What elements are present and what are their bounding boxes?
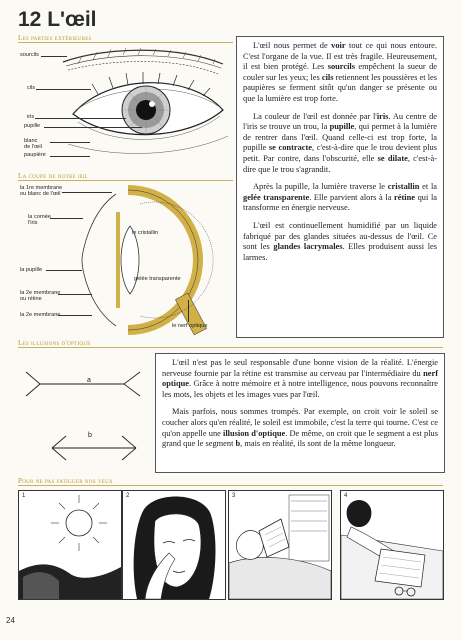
label-pupille-cross: la pupille — [20, 267, 43, 273]
bold-term: illusion d'optique — [223, 428, 286, 438]
label-cornee-line2: l'iris — [28, 220, 38, 227]
text-run: L'œil est continuellement humidifié par un liquide fabriqué par des glandes situées au-dessus de l'œil. Ce sont les — [243, 220, 437, 252]
label-sourcils: sourcils — [20, 52, 39, 58]
illusion-text-box — [155, 353, 445, 473]
panel-4 — [340, 490, 444, 600]
panel-number: 2 — [126, 493, 130, 499]
illusion-text — [156, 354, 444, 461]
label-cristallin: le cristallin — [132, 230, 159, 236]
label-2nd-membrane — [20, 290, 60, 303]
paragraph — [162, 407, 438, 449]
leader-line — [50, 142, 90, 143]
label-1st-membrane — [20, 185, 62, 198]
sun-glare-illustration — [19, 491, 121, 599]
text-run: , qui permet à la lumière de rentrer dans l'œil. Quand celle-ci est trop forte, la pupille — [243, 122, 437, 153]
section-rule — [18, 347, 443, 348]
label-cils: cils — [27, 85, 36, 91]
text-run: qui la transforme en énergie nerveuse. — [243, 192, 437, 213]
section-cross-heading: La coupe de notre œil — [18, 172, 89, 180]
bold-term: glandes lacrymales — [273, 242, 343, 252]
bold-term: pupille — [329, 122, 355, 132]
label-cornee-line1: la cornée — [28, 214, 52, 220]
leader-line — [62, 192, 112, 193]
girl-rubbing-eye-illustration — [123, 491, 225, 599]
leader-line — [50, 218, 83, 219]
eye-cross-section-diagram — [60, 182, 240, 340]
bold-term: rétine — [394, 192, 415, 202]
section-rule — [18, 485, 443, 486]
section-rule — [18, 42, 233, 43]
section-rule — [18, 180, 233, 181]
text-run: . De même, on croit que le segment a est plus grand que le segment — [162, 428, 438, 449]
panel-1 — [18, 490, 122, 600]
text-run: tout ce qui nous entoure. C'est l'organe de la vue. Il est très fragile. Heureusement, il est bien protégé. Les — [243, 41, 437, 72]
text-run: et la — [419, 182, 437, 192]
text-run: Après la pupille, la lumière traverse le — [253, 182, 388, 192]
text-run: retiennent les poussières et les paupières se ferment sitôt qu'un danger se présente ou que la lumière est trop forte. — [243, 72, 438, 103]
bold-term: gelée transparente — [243, 192, 310, 202]
label-blanc — [24, 138, 42, 151]
leader-line — [46, 270, 82, 271]
leader-line — [50, 156, 90, 157]
section-fatigue-heading: Pour ne pas fatiguer nos yeux — [18, 477, 113, 485]
text-run: empêchent la sueur de couler sur les yeux; les — [243, 62, 437, 82]
chapter-title: L'œil — [47, 8, 97, 31]
label-gelee: gelée transparente — [134, 276, 181, 282]
bold-term: cils — [321, 72, 334, 82]
chapter-number: 12 — [18, 8, 42, 31]
main-text-box — [236, 36, 444, 338]
panel-number: 3 — [232, 493, 236, 499]
text-run: . Elle parvient alors à la — [309, 192, 395, 202]
text-run: . Grâce à notre mémoire et à notre intelligence, nous pouvons reconnaître les mots, les objets et les images vues par l'œil. — [162, 379, 438, 399]
bold-term: sourcils — [327, 62, 356, 72]
paragraph — [243, 182, 437, 214]
label-blanc-line2: de l'œil — [24, 144, 42, 151]
leader-line — [41, 56, 67, 57]
leader-line — [58, 315, 92, 316]
paragraph — [243, 221, 437, 263]
text-run: L'œil n'est pas le seul responsable d'une bonne vision de la réalité. L'énergie nerveuse fournie par la rétine est transmise au cerveau par l'intermédiaire du — [162, 358, 438, 378]
panel-number: 4 — [344, 493, 348, 499]
label-segment-b: b — [88, 432, 92, 439]
bold-term: se contracte — [268, 143, 312, 153]
leader-line — [58, 294, 92, 295]
label-pupille: pupille — [24, 123, 41, 129]
section-exterior-heading: Les parties extérieures — [18, 34, 92, 42]
panel-3 — [228, 490, 332, 600]
bold-term: iris — [376, 111, 389, 121]
paragraph — [162, 358, 438, 400]
text-run: . Elles produisent aussi les larmes. — [243, 242, 437, 262]
leader-line — [188, 300, 189, 322]
text-run: , c'est-à-dire que le trou s'agrandit. — [243, 153, 437, 174]
main-text — [237, 37, 443, 274]
label-paupiere: paupière — [24, 152, 46, 158]
eye-exterior-illustration — [18, 44, 238, 164]
label-2nd-membrane-line1: la 2e membrane — [20, 290, 61, 296]
text-run: L'œil nous permet de — [253, 41, 332, 50]
text-run: , c'est-à-dire que le trou devient plus petit. Par contre, dans l'obscurité, elle — [243, 143, 437, 163]
panel-number: 1 — [22, 493, 26, 499]
page-number: 24 — [6, 616, 15, 625]
label-2e-membrane: la 2e membrane — [20, 312, 61, 318]
page-title — [18, 8, 97, 32]
label-nerf-optique: le nerf optique — [172, 323, 208, 329]
writing-at-desk-illustration — [341, 491, 443, 599]
panel-2 — [122, 490, 226, 600]
paragraph — [243, 112, 437, 176]
section-illusions-heading: Les illusions d'optique — [18, 339, 91, 347]
leader-line — [35, 118, 126, 119]
label-1st-membrane-line1: la 1re membrane — [20, 185, 63, 191]
label-iris: iris — [27, 114, 35, 120]
label-2nd-membrane-line2: ou rétine — [20, 296, 42, 303]
mueller-lyer-illusion — [22, 356, 152, 476]
label-1st-membrane-line2: ou blanc de l'œil — [20, 191, 61, 198]
label-cornee — [28, 214, 51, 227]
bold-term: b — [235, 439, 241, 449]
label-segment-a: a — [87, 377, 91, 384]
bold-term: cristallin — [387, 182, 420, 192]
text-run: Mais parfois, nous sommes trompés. Par exemple, on croit voir le soleil se coucher alors qu'en réalité, le soleil est immobile, c'est la terre qui tourne. C'est ce qu'on appelle une — [162, 407, 438, 438]
leader-line — [44, 127, 142, 128]
label-blanc-line1: blanc — [24, 138, 38, 144]
reading-in-bed-illustration — [229, 491, 331, 599]
bold-term: se dilate — [377, 153, 408, 163]
bold-term: nerf optique — [162, 368, 438, 389]
text-run: La couleur de l'œil est donnée par l' — [253, 111, 377, 121]
paragraph — [243, 41, 437, 105]
bold-term: voir — [331, 41, 346, 50]
text-run: . Au centre de l'iris se trouve un trou, la — [243, 111, 437, 132]
leader-line — [36, 89, 91, 90]
text-run: , mais en réalité, ils sont de la même longueur. — [240, 439, 396, 449]
